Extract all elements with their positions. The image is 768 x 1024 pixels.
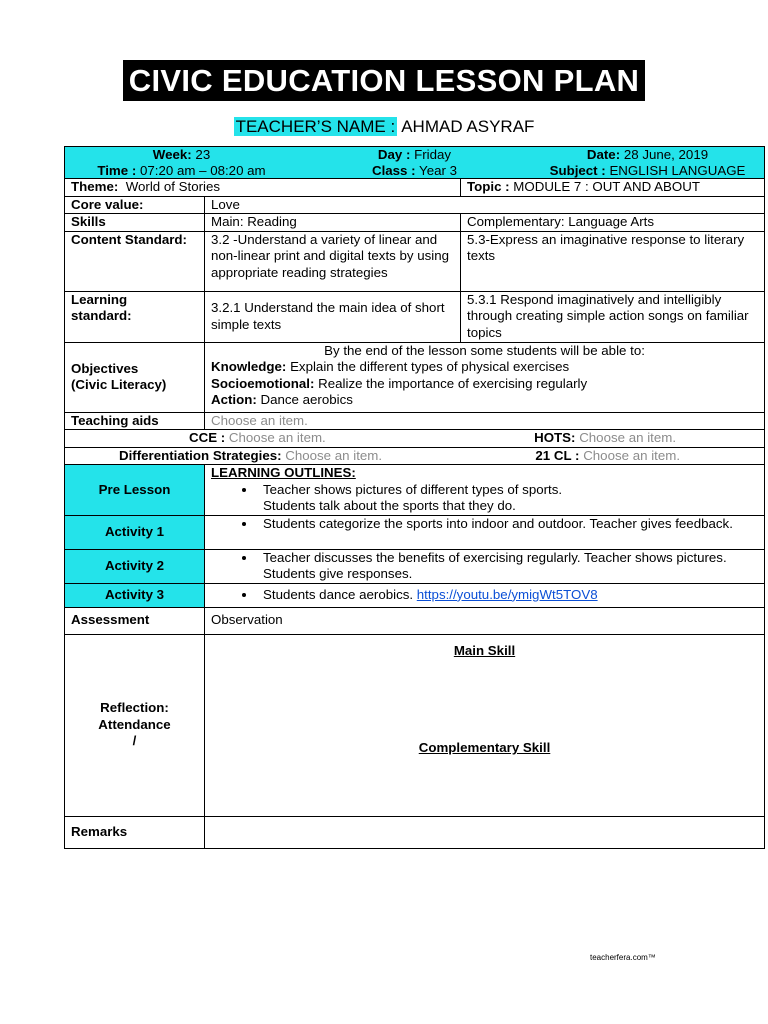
content-standard-main: 3.2 -Understand a variety of linear and non-linear print and digital texts by using appropriate reading strategies [205, 231, 461, 291]
knowledge-value: Explain the different types of physical exercises [290, 359, 570, 374]
activity-3-text: Students dance aerobics. [263, 586, 414, 602]
core-value-value: Love [205, 196, 765, 214]
cl-label: 21 CL : [535, 447, 580, 463]
cce-cell [65, 430, 765, 448]
class-value: Year 3 [419, 162, 458, 178]
activity-1-row [65, 515, 765, 549]
activity-3-content [205, 583, 765, 607]
class-label: Class : [371, 162, 416, 178]
skills-complementary: Complementary: Language Arts [461, 214, 765, 232]
objective-socio [211, 376, 758, 393]
subject-label: Subject : [549, 162, 606, 178]
activity-2-text: • Teacher discusses the benefits of exercising regularly. Teacher shows pictures. Students give responses. [257, 550, 758, 583]
differentiation-cell [65, 447, 765, 465]
teacher-name: AHMAD ASYRAF [401, 117, 535, 136]
pre-lesson-row [65, 465, 765, 516]
activity-1-label: Activity 1 [65, 515, 205, 549]
activity-2-row [65, 549, 765, 583]
differentiation-group [119, 448, 382, 465]
teacher-label: TEACHER’S NAME : [235, 117, 396, 136]
topic-value: MODULE 7 : OUT AND ABOUT [513, 179, 700, 194]
list-item [257, 482, 758, 515]
reflection-label-3: / [132, 733, 137, 749]
teaching-aids-row [65, 412, 765, 430]
cce-dropdown[interactable]: Choose an item. [228, 430, 326, 445]
header-row [65, 147, 765, 179]
reflection-row [65, 634, 765, 816]
cce-label: CCE : [189, 430, 226, 445]
differentiation-dropdown[interactable]: Choose an item. [285, 447, 383, 463]
date-label: Date: [586, 147, 621, 162]
skills-row [65, 214, 765, 232]
skills-main: Main: Reading [205, 214, 461, 232]
header-cell [65, 147, 765, 179]
topic-cell [461, 179, 765, 197]
action-value: Dance aerobics [260, 392, 353, 407]
date-value: 28 June, 2019 [623, 147, 709, 162]
learning-standard-label [65, 291, 205, 342]
day-cell [298, 147, 531, 163]
reflection-label [65, 634, 205, 816]
objectives-row [65, 342, 765, 412]
theme-value: World of Stories [125, 179, 221, 194]
subject-value: ENGLISH LANGUAGE [609, 162, 746, 178]
action-label: Action: [211, 392, 257, 407]
class-cell [298, 163, 531, 179]
differentiation-label: Differentiation Strategies: [119, 447, 282, 463]
objectives-label [65, 342, 205, 412]
activity-3-item [257, 587, 758, 604]
day-label: Day : [377, 147, 411, 162]
cl-dropdown[interactable]: Choose an item. [583, 447, 681, 463]
activity-1-text: • Students categorize the sports into indoor and outdoor. Teacher gives feedback. [257, 516, 758, 533]
remarks-row [65, 816, 765, 848]
objectives-label-1: Objectives [71, 360, 139, 376]
differentiation-row [65, 447, 765, 465]
pre-lesson-label: Pre Lesson [65, 465, 205, 516]
objective-knowledge [211, 359, 758, 376]
week-cell [65, 147, 298, 163]
reflection-content[interactable] [205, 634, 765, 816]
subject-cell [531, 163, 764, 179]
objectives-label-2: (Civic Literacy) [71, 377, 167, 392]
reflection-label-2: Attendance [98, 716, 171, 732]
date-cell [531, 147, 764, 163]
topic-label: Topic : [467, 179, 510, 194]
theme-cell [65, 179, 461, 197]
content-standard-label: Content Standard: [65, 231, 205, 291]
hots-dropdown[interactable]: Choose an item. [579, 430, 677, 445]
activity-2-label: Activity 2 [65, 549, 205, 583]
theme-label: Theme: [71, 179, 119, 194]
teaching-aids-label: Teaching aids [65, 412, 205, 430]
activity-3-row [65, 583, 765, 607]
outline-heading: LEARNING OUTLINES: [211, 465, 356, 480]
content-standard-complementary: 5.3-Express an imaginative response to literary texts [461, 231, 765, 291]
remarks-label: Remarks [65, 816, 205, 848]
hots-group [534, 430, 676, 447]
objectives-intro: By the end of the lesson some students will be able to: [324, 342, 645, 358]
objectives-content [205, 342, 765, 412]
hots-label: HOTS: [534, 430, 576, 445]
socio-label: Socioemotional: [211, 375, 315, 391]
title-container [0, 60, 768, 101]
complementary-skill-heading: Complementary Skill [418, 740, 551, 755]
day-value: Friday [414, 147, 452, 162]
main-skill-heading: Main Skill [453, 642, 516, 658]
activity-3-label: Activity 3 [65, 583, 205, 607]
time-cell [65, 163, 298, 179]
pre-lesson-line-1: Teacher shows pictures of different types of sports. [263, 481, 563, 497]
pre-lesson-content [205, 465, 765, 516]
learning-standard-main: 3.2.1 Understand the main idea of short simple texts [205, 291, 461, 342]
time-label: Time : [97, 162, 137, 178]
footer-credit: teacherfera.com™ [590, 953, 656, 962]
assessment-value: Observation [205, 607, 765, 634]
activity-3-video-link[interactable]: https://youtu.be/ymigWt5TOV8 [416, 586, 598, 602]
page-title: CIVIC EDUCATION LESSON PLAN [123, 60, 645, 101]
objective-action [211, 392, 758, 409]
activity-1-content [205, 515, 765, 549]
learning-standard-label-2: standard: [71, 308, 132, 323]
core-value-row [65, 196, 765, 214]
cce-row [65, 430, 765, 448]
teacher-line [0, 116, 768, 138]
content-standard-row [65, 231, 765, 291]
pre-lesson-list [211, 482, 758, 515]
teaching-aids-dropdown[interactable]: Choose an item. [205, 412, 765, 430]
week-value: 23 [195, 147, 211, 162]
time-value: 07:20 am – 08:20 am [139, 162, 266, 178]
cl-group [535, 448, 680, 465]
remarks-field[interactable] [205, 816, 765, 848]
pre-lesson-line-2: Students talk about the sports that they do. [263, 498, 516, 513]
knowledge-label: Knowledge: [211, 359, 287, 374]
activity-2-content [205, 549, 765, 583]
core-value-label: Core value: [65, 196, 205, 214]
learning-standard-row [65, 291, 765, 342]
socio-value: Realize the importance of exercising regularly [318, 375, 588, 391]
learning-standard-label-1: Learning [71, 291, 128, 307]
learning-standard-complementary: 5.3.1 Respond imaginatively and intelligibly through creating simple action songs on familiar topics [461, 291, 765, 342]
reflection-label-1: Reflection: [100, 700, 169, 716]
theme-row [65, 179, 765, 197]
week-label: Week: [152, 147, 192, 162]
assessment-row [65, 607, 765, 634]
assessment-label: Assessment [65, 607, 205, 634]
lesson-plan-table [64, 146, 765, 849]
cce-group [189, 430, 326, 447]
skills-label: Skills [65, 214, 205, 232]
